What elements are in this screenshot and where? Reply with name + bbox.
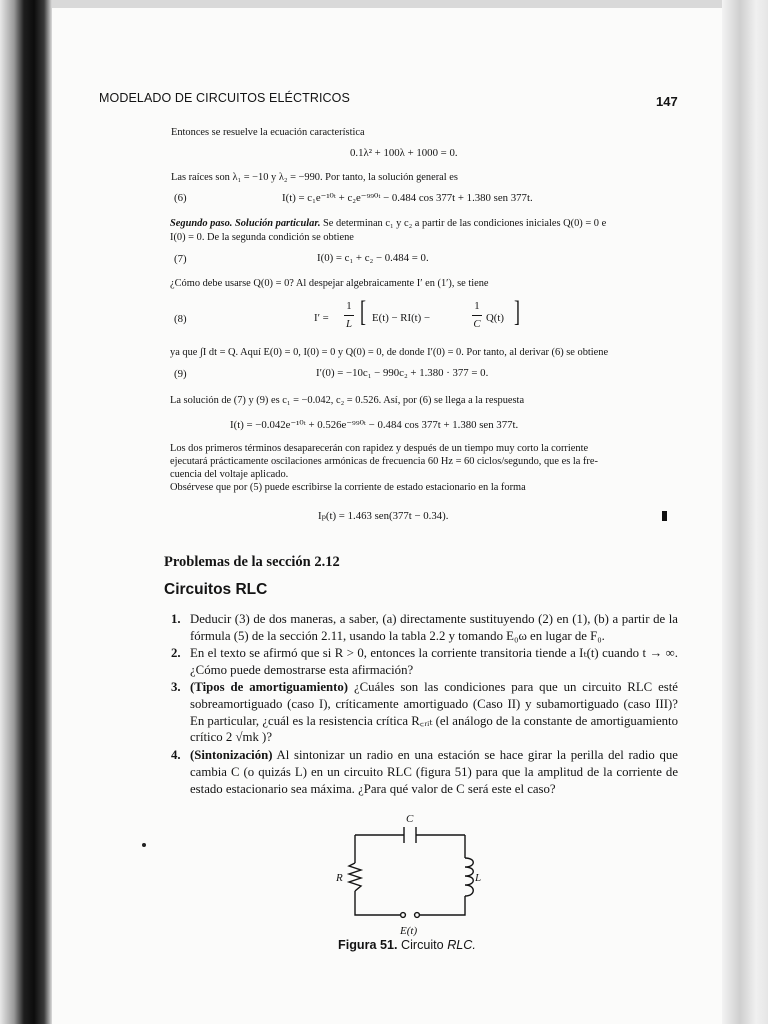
paragraph: ya que ∫I dt = Q. Aquí E(0) = 0, I(0) = 0 y Q(0) = 0, de donde I′(0) = 0. Por tanto, al derivar (6) se obtiene [170,347,609,358]
eq8-end: Q(t) [486,312,504,324]
eq8-mid: E(t) − RI(t) − [372,312,431,324]
terminal-right [415,913,420,918]
equation-answer: I(t) = −0.042e⁻¹⁰ᵗ + 0.526e⁻⁹⁹⁰ᵗ − 0.484 cos 377t + 1.380 sen 377t. [230,419,519,431]
problem-text: En el texto se afirmó que si R > 0, entonces la corriente transitoria tiende a Iₜ(t) cuando t → ∞. ¿Cómo puede demostrarse esta afirmación? [190,646,678,677]
scan-right-edge [722,0,768,1024]
problem-heading: (Tipos de amortiguamiento) [190,680,349,694]
paragraph: ¿Cómo debe usarse Q(0) = 0? Al despejar algebraicamente I′ en (1′), se tiene [170,278,489,289]
step-text: Se determinan c₁ y c₂ a partir de las condiciones iniciales Q(0) = 0 e [320,218,607,229]
equation-number: (7) [174,253,187,265]
equation-9: I′(0) = −10c₁ − 990c₂ + 1.380 · 377 = 0. [316,367,489,379]
section-title: Problemas de la sección 2.12 [164,554,340,570]
equation-number: (8) [174,313,187,325]
step-label: Segundo paso. Solución particular. [170,218,321,229]
problem-body: Al sintonizar un radio en una estación se hace girar la perilla del radio que cambia C (o quizás L) en un circuito RLC (figura 51) para que la amplitud de la corriente de estado estacionario sea máxima. ¿Para qué valor de C será este el caso? [190,748,678,796]
inductor-coil [465,858,473,896]
paragraph-line: cuencia del voltaje aplicado. [170,469,289,480]
paragraph: I(0) = 0. De la segunda condición se obtiene [170,232,354,243]
equation-characteristic: 0.1λ² + 100λ + 1000 = 0. [350,147,458,159]
equation-7: I(0) = c₁ + c₂ − 0.484 = 0. [317,252,429,264]
eq8-frac1-num: 1 [346,300,352,312]
wire-left [355,835,400,915]
book-page [52,8,722,1024]
problem-number: 3. [171,680,181,694]
problem-number: 1. [171,612,181,626]
fraction-bar [472,315,482,316]
label-resistor: R [336,872,343,884]
problem-text: Deducir (3) de dos maneras, a saber, (a) directamente sustituyendo (2) en (1), (b) a partir de la fórmula (5) de la sección 2.11, usando la tabla 2.2 y tomando E₀ω en lugar de F₀. [190,612,678,643]
caption-text: Circuito [397,938,448,952]
problem-number: 4. [171,748,181,762]
paragraph: Entonces se resuelve la ecuación característica [171,127,365,138]
scan-binding-shadow [0,0,52,1024]
running-header: MODELADO DE CIRCUITOS ELÉCTRICOS [99,91,350,105]
page-speck [142,843,146,847]
wire-right [420,835,465,915]
problem-item [171,645,681,679]
equation-number: (6) [174,192,187,204]
caption-label: Figura 51. [338,938,398,952]
fraction-bar [344,315,354,316]
equation-number: (9) [174,368,187,380]
paragraph: Las raíces son λ₁ = −10 y λ₂ = −990. Por tanto, la solución general es [171,172,458,183]
paragraph [170,217,606,230]
label-source: E(t) [400,925,418,937]
resistor-symbol [349,863,361,891]
problem-number: 2. [171,646,181,660]
bracket-close: ] [514,295,520,328]
eq8-frac2-num: 1 [474,300,480,312]
section-subtitle: Circuitos RLC [164,581,268,598]
bracket-open: [ [360,295,366,328]
problem-text [190,679,678,746]
problem-item [171,679,681,747]
equation-6: I(t) = c₁e⁻¹⁰ᵗ + c₂e⁻⁹⁹⁰ᵗ − 0.484 cos 377t + 1.380 sen 377t. [282,192,533,204]
paragraph: La solución de (7) y (9) es c₁ = −0.042, c₂ = 0.526. Así, por (6) se llega a la respuesta [170,395,525,406]
paragraph-line: ejecutará prácticamente oscilaciones armónicas de frecuencia 60 Hz = 60 ciclos/segundo, que es la fre- [170,456,598,467]
terminal-left [401,913,406,918]
problem-body: ¿Cuáles son las condiciones para que un circuito RLC esté sobreamortiguado (caso I), críticamente amortiguado (Caso II) y subamortiguado (caso III)? En particular, ¿cuál es la resistencia crítica R꜀ᵣᵢₜ (el análogo de la constante de amortiguamiento crítico 2 √mk )? [190,680,678,745]
end-of-example-mark [662,511,667,521]
eq8-frac1-den: L [345,318,352,330]
eq8-lhs: I′ = [314,312,329,324]
label-inductor: L [475,872,482,884]
caption-italic: RLC. [447,938,476,952]
rlc-circuit-diagram [320,808,500,938]
paragraph-line: Los dos primeros términos desaparecerán con rapidez y después de un tiempo muy corto la corriente [170,443,589,454]
label-capacitor: C [406,813,414,825]
figure-caption [338,938,476,952]
problem-item [171,747,681,799]
page-number: 147 [656,94,678,109]
paragraph: Obsérvese que por (5) puede escribirse la corriente de estado estacionario en la forma [170,482,526,493]
problem-heading: (Sintonización) [190,748,273,762]
eq8-frac2-den: C [473,318,481,330]
equation-steady-state: Iₚ(t) = 1.463 sen(377t − 0.34). [318,510,449,522]
problem-text [190,747,678,797]
problem-item [171,611,681,645]
